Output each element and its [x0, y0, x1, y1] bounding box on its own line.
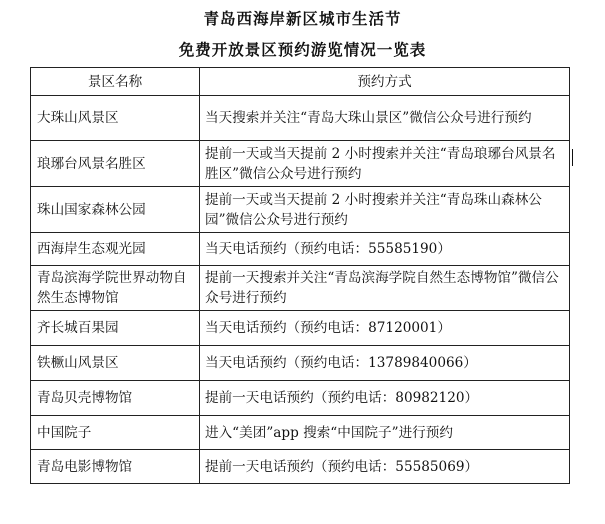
header-reservation-method: 预约方式: [200, 68, 570, 96]
reservation-method-cell: 当天电话预约（预约电话：55585190）: [200, 233, 570, 266]
table-row: [31, 450, 570, 484]
scenic-name-cell: 西海岸生态观光园: [31, 233, 200, 266]
table-row: [31, 416, 570, 450]
reservation-method-cell: 提前一天电话预约（预约电话：55585069）: [200, 450, 570, 484]
reservation-method-cell: 提前一天或当天提前 2 小时搜索并关注“青岛琅琊台风景名胜区”微信公众号进行预约: [200, 141, 570, 187]
reservation-method-cell: 当天电话预约（预约电话：87120001）: [200, 311, 570, 346]
reservation-method-cell: 提前一天电话预约（预约电话：80982120）: [200, 381, 570, 416]
scenic-name-cell: 铁橛山风景区: [31, 346, 200, 381]
table-row: [31, 96, 570, 141]
scenic-name-cell: 青岛贝壳博物馆: [31, 381, 200, 416]
scenic-name-cell: 琅琊台风景名胜区: [31, 141, 200, 187]
reservation-method-cell: 当天搜索并关注“青岛大珠山景区”微信公众号进行预约: [200, 96, 570, 141]
table-row: [31, 311, 570, 346]
scenic-name-cell: 珠山国家森林公园: [31, 187, 200, 233]
table-row: [31, 266, 570, 311]
table-row: [31, 381, 570, 416]
scenic-name-cell: 青岛电影博物馆: [31, 450, 200, 484]
table-row: [31, 233, 570, 266]
reservation-method-cell: 提前一天或当天提前 2 小时搜索并关注“青岛珠山森林公园”微信公众号进行预约: [200, 187, 570, 233]
table-row: [31, 187, 570, 233]
document-title-line1: 青岛西海岸新区城市生活节: [203, 10, 402, 28]
table-row: [31, 141, 570, 187]
reservation-method-cell: 提前一天搜索并关注“青岛滨海学院自然生态博物馆”微信公众号进行预约: [200, 266, 570, 311]
scenic-name-cell: 青岛滨海学院世界动物自然生态博物馆: [31, 266, 200, 311]
table-header-row: [31, 68, 570, 96]
scenic-name-cell: 中国院子: [31, 416, 200, 450]
scenic-spot-table: [30, 67, 570, 484]
reservation-method-cell: 进入“美团”app 搜索“中国院子”进行预约: [200, 416, 570, 450]
text-cursor-mark: [572, 149, 573, 166]
scenic-name-cell: 大珠山风景区: [31, 96, 200, 141]
header-scenic-name: 景区名称: [31, 68, 200, 96]
table-row: [31, 346, 570, 381]
reservation-method-cell: 当天电话预约（预约电话：13789840066）: [200, 346, 570, 381]
document-title-line2: 免费开放景区预约游览情况一览表: [178, 41, 427, 59]
scenic-name-cell: 齐长城百果园: [31, 311, 200, 346]
